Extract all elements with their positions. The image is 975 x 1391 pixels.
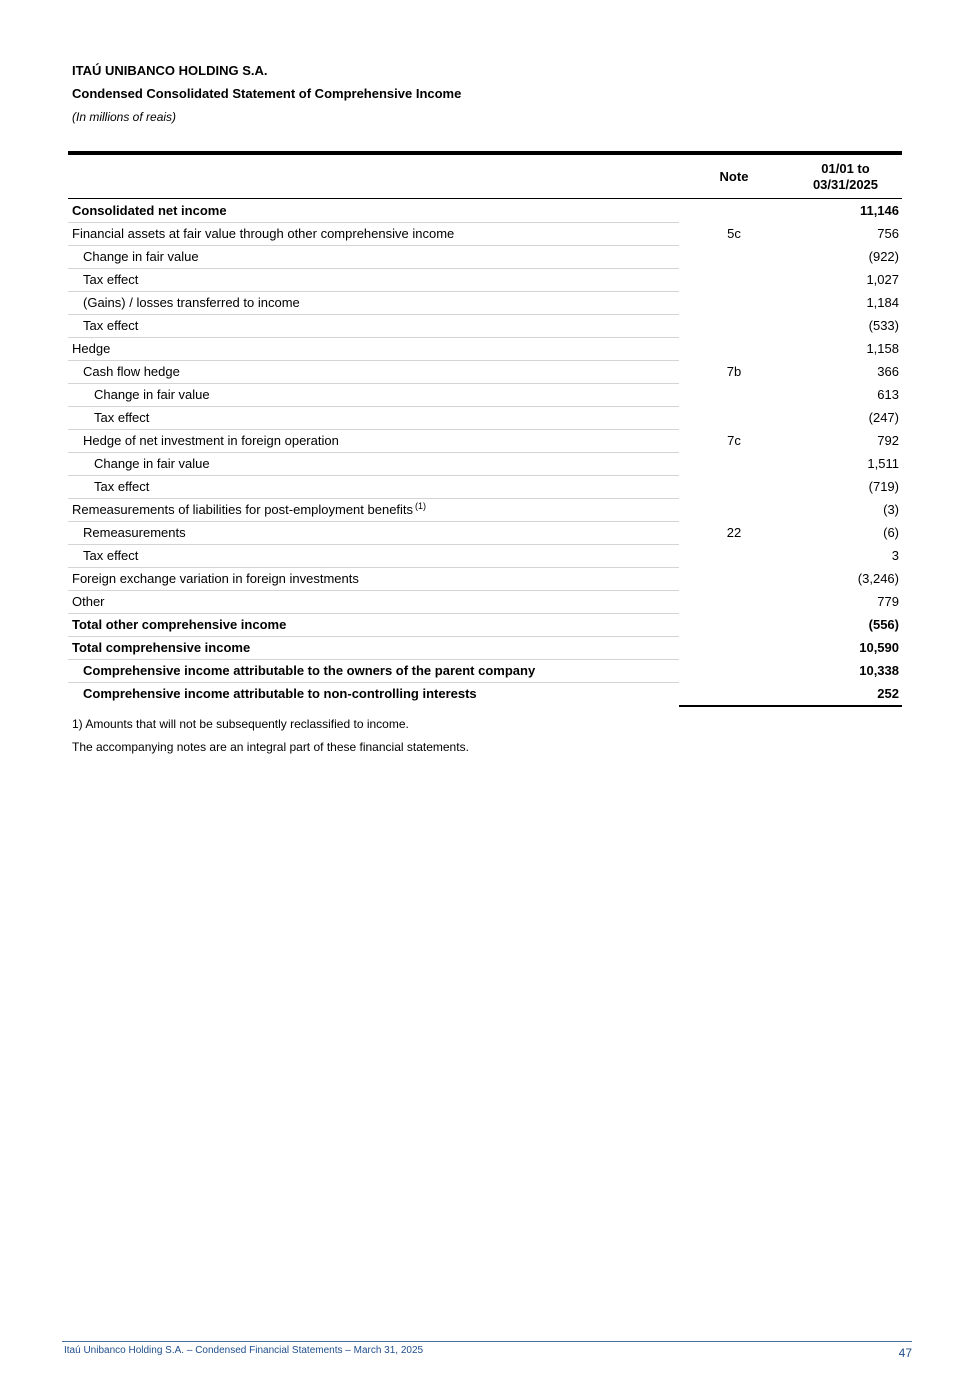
row-value: 1,184 [866, 295, 899, 310]
period-header-line1: 01/01 to [821, 160, 870, 176]
table-row [68, 545, 902, 568]
row-value: 756 [877, 226, 899, 241]
row-note [679, 637, 789, 660]
company-name: ITAÚ UNIBANCO HOLDING S.A. [72, 63, 268, 78]
row-note [679, 568, 789, 591]
table-row [68, 246, 902, 269]
units-note: (In millions of reais) [72, 110, 177, 124]
table-row [68, 568, 902, 591]
row-value: 613 [877, 387, 899, 402]
income-statement-table-container [68, 151, 902, 707]
row-label: Total comprehensive income [68, 637, 679, 660]
row-value: 792 [877, 433, 899, 448]
table-row [68, 614, 902, 637]
table-row [68, 407, 902, 430]
row-label: Other [68, 591, 679, 614]
row-label: Tax effect [68, 315, 679, 338]
row-note [679, 292, 789, 315]
row-note: 22 [726, 525, 742, 540]
row-value: 1,158 [866, 341, 899, 356]
column-header-period [789, 153, 902, 199]
table-row [68, 660, 902, 683]
footnote-reference: (1) [415, 501, 427, 511]
row-label: Total other comprehensive income [68, 614, 679, 637]
row-label: Comprehensive income attributable to non-controlling interests [83, 686, 477, 702]
row-value: 10,590 [859, 640, 899, 655]
row-note [679, 384, 789, 407]
row-value: (922) [868, 249, 899, 264]
row-note [679, 683, 789, 706]
statement-title: Condensed Consolidated Statement of Comprehensive Income [72, 86, 462, 101]
row-label: Remeasurements of liabilities for post-employment benefits [72, 502, 414, 517]
row-label: Hedge [68, 338, 679, 361]
row-label: Cash flow hedge [68, 361, 679, 384]
row-value: 3 [891, 548, 899, 563]
table-row [68, 361, 902, 384]
row-label: Consolidated net income [68, 199, 679, 223]
row-note [679, 591, 789, 614]
row-value: (3,246) [857, 571, 899, 586]
table-row [68, 292, 902, 315]
row-value: (6) [883, 525, 899, 540]
row-label: Tax effect [68, 545, 679, 568]
table-row [68, 453, 902, 476]
row-note [679, 499, 789, 522]
table-row [68, 223, 902, 246]
row-value: 366 [877, 364, 899, 379]
row-note: 7b [726, 364, 742, 379]
row-label: Remeasurements [68, 522, 679, 545]
row-note: 7c [727, 433, 741, 448]
row-note: 5c [727, 226, 741, 241]
row-value: 1,027 [866, 272, 899, 287]
table-row [68, 499, 902, 522]
row-value: (533) [868, 318, 899, 333]
row-value: (3) [883, 502, 899, 517]
row-label: (Gains) / losses transferred to income [68, 292, 679, 315]
footnote-1: 1) Amounts that will not be subsequently reclassified to income. [72, 717, 409, 731]
comprehensive-income-table [68, 151, 902, 707]
column-header-description [68, 153, 679, 199]
table-row [68, 269, 902, 292]
table-row [68, 199, 902, 223]
row-value: 252 [789, 683, 902, 706]
row-value: 779 [877, 594, 899, 609]
period-header-line2: 03/31/2025 [812, 176, 879, 192]
row-value: 1,511 [867, 456, 899, 471]
row-note [679, 453, 789, 476]
row-label: Tax effect [68, 476, 679, 499]
row-value: (719) [868, 479, 899, 494]
document-header [72, 63, 461, 125]
row-label: Comprehensive income attributable to the owners of the parent company [68, 660, 679, 683]
row-note [679, 545, 789, 568]
row-note [679, 338, 789, 361]
row-note [679, 199, 789, 223]
column-header-note: Note [679, 153, 789, 199]
row-label-with-footnote [68, 499, 679, 522]
row-label: Financial assets at fair value through other comprehensive income [68, 223, 679, 246]
row-note [679, 407, 789, 430]
row-label: Tax effect [68, 269, 679, 292]
row-label: Foreign exchange variation in foreign investments [68, 568, 679, 591]
integral-notes-statement: The accompanying notes are an integral part of these financial statements. [72, 740, 469, 754]
table-row [68, 476, 902, 499]
row-label: Hedge of net investment in foreign operation [68, 430, 679, 453]
table-row [68, 591, 902, 614]
table-row [68, 637, 902, 660]
row-note [679, 315, 789, 338]
footer-divider [62, 1341, 912, 1342]
row-note [679, 476, 789, 499]
table-row [68, 338, 902, 361]
footer-text: Itaú Unibanco Holding S.A. – Condensed Financial Statements – March 31, 2025 [64, 1345, 424, 1356]
row-label: Change in fair value [68, 453, 679, 476]
table-row [68, 522, 902, 545]
row-value: (247) [868, 410, 899, 425]
row-label: Tax effect [68, 407, 679, 430]
page-number: 47 [898, 1346, 912, 1360]
table-row [68, 430, 902, 453]
row-label: Change in fair value [68, 384, 679, 407]
row-note [679, 660, 789, 683]
row-value: (556) [868, 617, 899, 632]
row-note [679, 246, 789, 269]
table-row [68, 315, 902, 338]
row-note [679, 269, 789, 292]
table-header-row [68, 153, 902, 199]
row-value: 10,338 [859, 663, 899, 678]
row-value: 11,146 [859, 203, 899, 219]
table-row [68, 384, 902, 407]
table-row [68, 683, 902, 706]
row-label: Change in fair value [68, 246, 679, 269]
row-note [679, 614, 789, 637]
